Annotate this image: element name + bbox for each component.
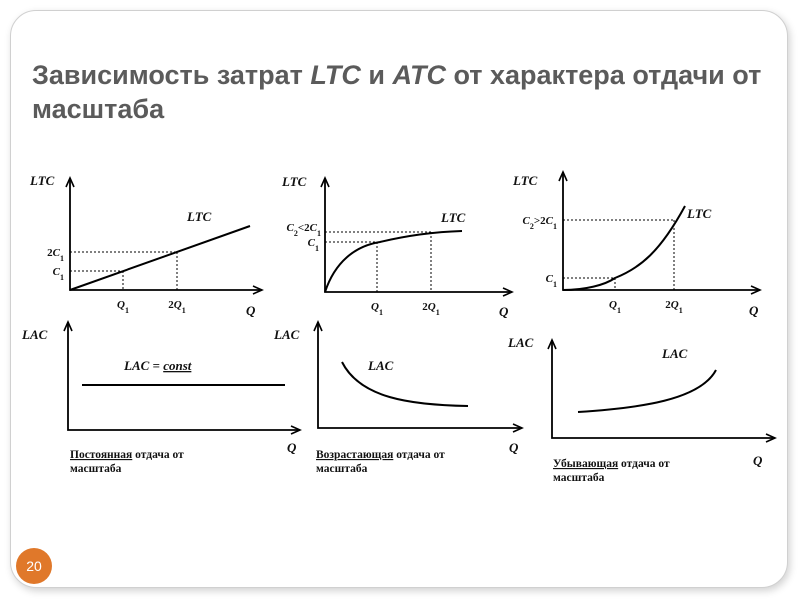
curve-label: LTC — [687, 206, 712, 221]
curve-label: LAC = const — [124, 358, 192, 373]
y-axis-label: LTC — [30, 173, 55, 188]
ltc-curve — [70, 226, 250, 290]
caption-line-2: масштаба — [553, 472, 605, 484]
y-axis-label: LTC — [513, 173, 538, 188]
ltc-panel-1-axes — [70, 178, 262, 290]
y-axis-label: LAC — [22, 327, 48, 342]
y-tick-label: $C_1$ — [52, 266, 64, 282]
lac-panel-1-axes — [68, 322, 300, 430]
lac-panel-2-axes — [318, 322, 522, 428]
y-tick-label: $C_1$ — [307, 237, 319, 253]
x-tick-label: $Q_1$ — [117, 299, 129, 315]
x-axis-label: Q — [246, 303, 256, 318]
lac-panel-1 — [21, 322, 300, 475]
x-tick-label: $2Q_1$ — [422, 301, 440, 317]
x-axis-label: Q — [749, 303, 759, 318]
x-axis-label: Q — [753, 453, 763, 468]
curve-label: LTC — [187, 209, 212, 224]
ltc-panel-1 — [29, 173, 262, 318]
x-tick-label: $Q_1$ — [609, 299, 621, 315]
y-axis-label: LTC — [282, 174, 307, 189]
lac-panel-2 — [273, 322, 522, 475]
lac-curve — [578, 370, 716, 412]
curve-label: LTC — [441, 210, 466, 225]
slide-title: Зависимость затрат LTC и ATC от характера отдачи от масштаба — [32, 60, 762, 124]
y-tick-label: $2C_1$ — [47, 247, 64, 263]
lac-panel-3 — [507, 335, 775, 484]
y-tick-label: $C_2<2C_1$ — [286, 222, 321, 238]
y-axis-label: LAC — [508, 335, 534, 350]
caption-line-2: масштаба — [316, 463, 368, 475]
caption-line-1: Возрастающая отдача от — [316, 449, 445, 461]
x-tick-label: $2Q_1$ — [168, 299, 186, 315]
lac-curve — [342, 362, 468, 406]
y-tick-label: $C_1$ — [545, 273, 557, 289]
curve-label: LAC — [368, 358, 394, 373]
caption-line-1: Постоянная отдача от — [70, 449, 184, 461]
caption-line-2: масштаба — [70, 463, 122, 475]
x-axis-label: Q — [509, 440, 519, 455]
curve-label: LAC — [662, 346, 688, 361]
ltc-panel-2 — [281, 174, 512, 319]
y-axis-label: LAC — [274, 327, 300, 342]
page-number-badge: 20 — [16, 548, 52, 584]
x-axis-label: Q — [287, 440, 297, 455]
x-tick-label: $Q_1$ — [371, 301, 383, 317]
ltc-curve — [563, 206, 685, 290]
ltc-panel-3 — [512, 172, 760, 318]
x-axis-label: Q — [499, 304, 509, 319]
y-tick-label: $C_2>2C_1$ — [522, 215, 557, 231]
x-tick-label: $2Q_1$ — [665, 299, 683, 315]
ltc-panel-3-axes — [563, 172, 760, 290]
caption-line-1: Убывающая отдача от — [553, 458, 670, 470]
ltc-curve — [325, 231, 462, 292]
